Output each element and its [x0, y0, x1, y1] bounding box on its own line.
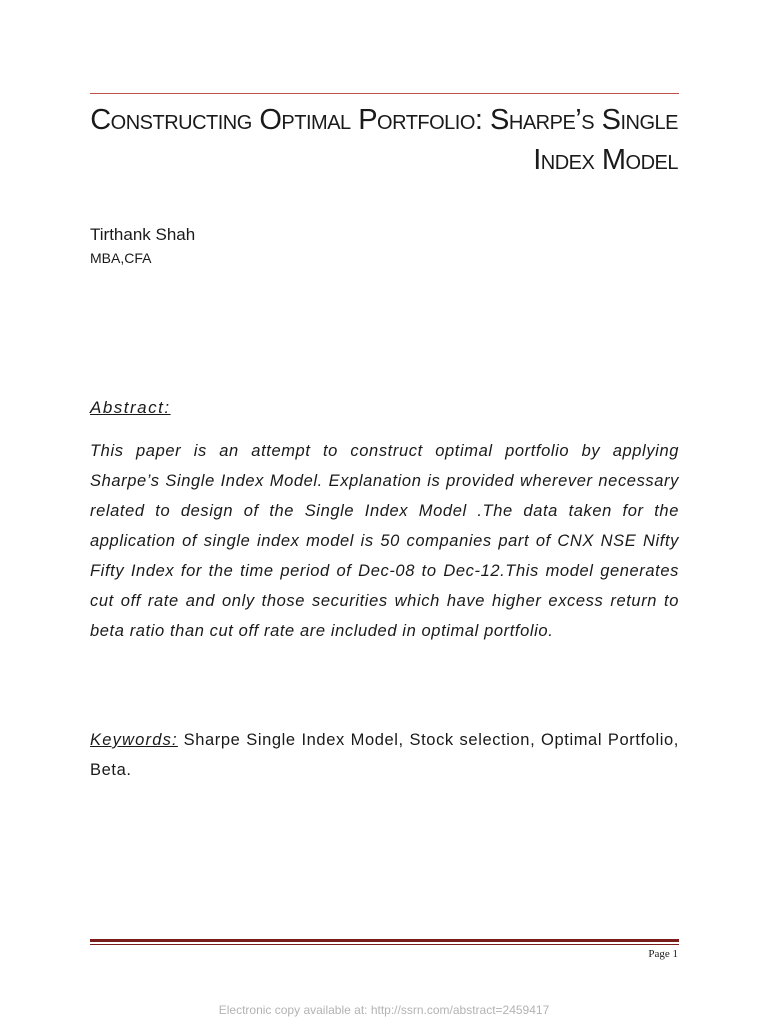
footer-rule-thin [90, 944, 679, 945]
title-line-2: Index Model [533, 144, 678, 176]
author-degree: MBA,CFA [90, 250, 152, 266]
title-line-1: Constructing Optimal Portfolio: Sharpe’s Single [90, 104, 678, 136]
abstract-body: This paper is an attempt to construct optimal portfolio by applying Sharpe’s Single Index Model. Explanation is provided wherever necessary related to design of the Single Index Model .The data taken for the application of single index model is 50 companies part of CNX NSE Nifty Fifty Index for the time period of Dec-08 to Dec-12.This model generates cut off rate and only those securities which have higher excess return to beta ratio than cut off rate are included in optimal portfolio. [90, 442, 679, 640]
footer-rule-thick [90, 939, 679, 942]
paper-title [89, 100, 678, 180]
keywords-text: Sharpe Single Index Model, Stock selection, Optimal Portfolio, Beta. [90, 731, 679, 779]
header-rule [90, 93, 679, 94]
page-number: Page 1 [648, 948, 678, 960]
abstract-heading: Abstract: [90, 398, 171, 417]
ssrn-availability-note[interactable]: Electronic copy available at: http://ssrn.com/abstract=2459417 [218, 1003, 550, 1017]
author-name: Tirthank Shah [90, 225, 196, 244]
keywords-paragraph [90, 725, 679, 785]
keywords-label: Keywords: [90, 731, 178, 749]
